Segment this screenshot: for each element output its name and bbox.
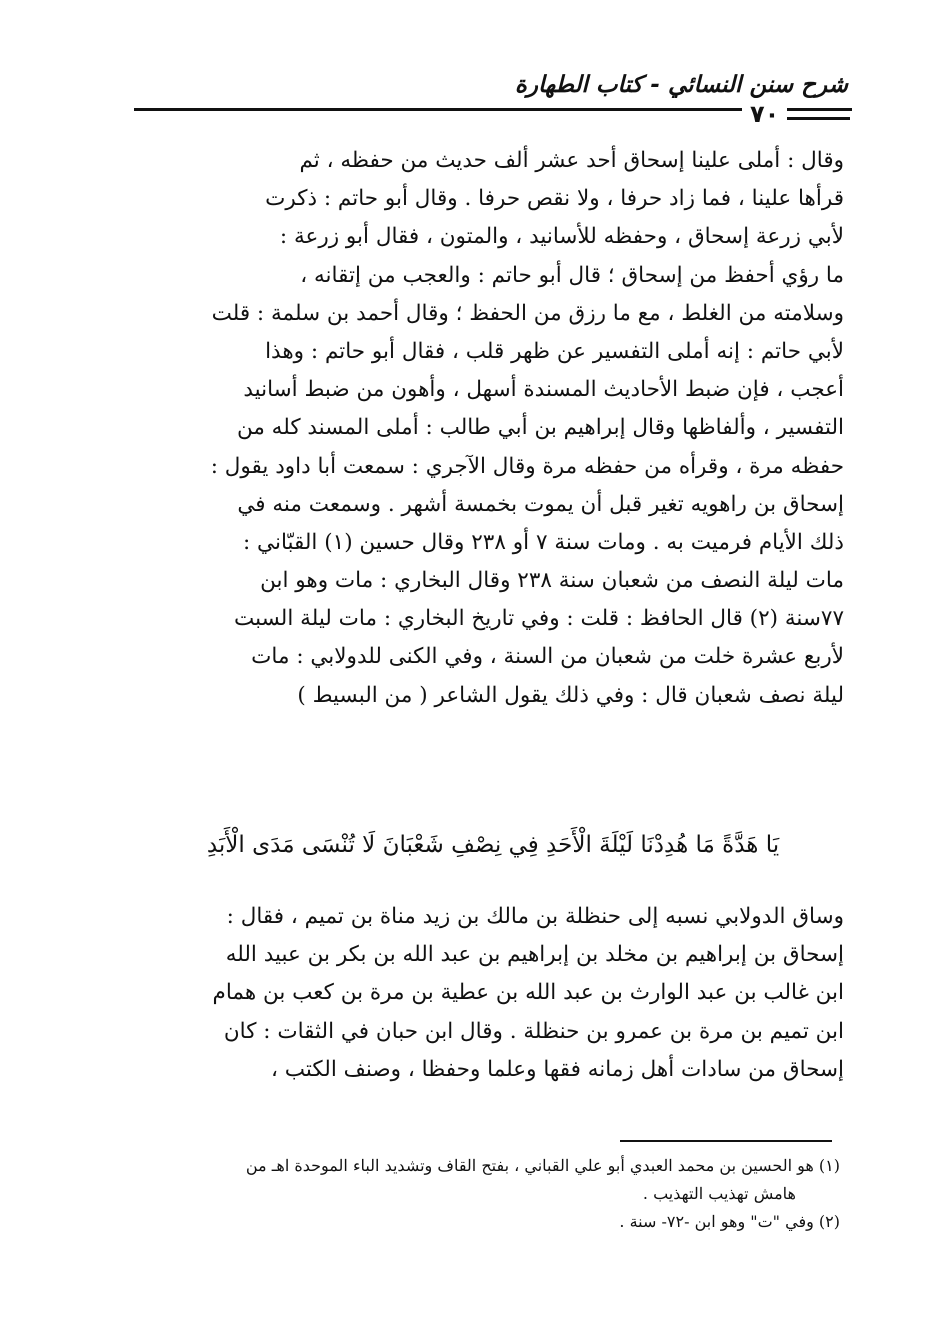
text-line: وقال : أملى علينا إسحاق أحد عشر ألف حديث من حفظه ، ثم	[299, 148, 844, 173]
running-title: شرح سنن النسائي - كتاب الطهارة	[514, 72, 848, 98]
footnote-rule	[620, 1140, 832, 1142]
text-line: لأبي حاتم : إنه أملى التفسير عن ظهر قلب ، فقال أبو حاتم : وهذا	[265, 338, 844, 364]
main-text	[130, 142, 844, 715]
page-number: ٧٠	[742, 100, 787, 128]
footnotes	[118, 1152, 840, 1236]
footnote-2: (٢) وفي "ت" وهو ابن -٧٢- سنة .	[619, 1212, 840, 1231]
text-line: لأربع عشرة خلت من شعبان من السنة ، وفي الكنى للدولابي : مات	[251, 644, 844, 670]
text-line: وسلامته من الغلط ، مع ما رزق من الحفظ ؛ وقال أحمد بن سلمة : قلت	[211, 300, 844, 326]
text-line: ابن تميم بن مرة بن عمرو بن حنظلة . وقال ابن حبان في الثقات : كان	[223, 1018, 844, 1044]
text-line: إسحاق من سادات أهل زمانه فقها وعلما وحفظا ، وصنف الكتب ،	[271, 1056, 844, 1082]
footnote-1-continued: هامش تهذيب التهذيب .	[642, 1184, 796, 1203]
text-line: لأبي زرعة إسحاق ، وحفظه للأسانيد ، والمتون ، فقال أبو زرعة :	[279, 224, 844, 250]
text-line: إسحاق بن راهويه تغير قبل أن يموت بخمسة أشهر . وسمعت منه في	[237, 491, 844, 517]
text-line: إسحاق بن إبراهيم بن مخلد بن إبراهيم بن عبد الله بن بكر بن عبيد الله	[225, 942, 844, 968]
footnote-1: (١) هو الحسين بن محمد العبدي أبو علي القباني ، بفتح القاف وتشديد الباء الموحدة اهـ من	[245, 1156, 840, 1175]
page-number-dash	[782, 117, 850, 120]
main-text-continued	[130, 898, 844, 1089]
text-line: التفسير ، وألفاظها وقال إبراهيم بن أبي طالب : أملى المسند كله من	[236, 415, 844, 441]
text-line: ٧٧سنة (٢) قال الحافظ : قلت : وفي تاريخ البخاري : مات ليلة السبت	[234, 606, 844, 632]
text-line: وساق الدولابي نسبه إلى حنظلة بن مالك بن زيد مناة بن تميم ، فقال :	[226, 904, 844, 929]
text-line: مات ليلة النصف من شعبان سنة ٢٣٨ وقال البخاري : مات وهو ابن	[260, 568, 844, 594]
text-line: ما رؤي أحفظ من إسحاق ؛ قال أبو حاتم : والعجب من إتقانه ،	[300, 262, 844, 288]
text-line: أعجب ، فإن ضبط الأحاديث المسندة أسهل ، وأهون من ضبط أسانيد	[243, 377, 844, 403]
text-line: حفظه مرة ، وقرأه من حفظه مرة وقال الآجري : سمعت أبا داود يقول :	[210, 453, 844, 479]
text-line: ليلة نصف شعبان قال : وفي ذلك يقول الشاعر ( من البسيط )	[297, 682, 844, 708]
text-line: ذلك الأيام فرميت به . ومات سنة ٧ أو ٢٣٨ وقال حسين (١) القبّاني :	[242, 529, 844, 555]
text-line: قرأها علينا ، فما زاد حرفا ، ولا نقص حرفا . وقال أبو حاتم : ذكرت	[265, 186, 844, 212]
poetry-verse: يَا هَدَّةً مَا هُدِدْنَا لَيْلَةَ الْأَحَدِ فِي نِصْفِ شَعْبَانَ لَا تُنْسَى مَدَى الْأَبَدِ	[206, 832, 780, 858]
text-line: ابن غالب بن عبد الوارث بن عبد الله بن عطية بن مرة بن كعب بن همام	[212, 980, 844, 1006]
